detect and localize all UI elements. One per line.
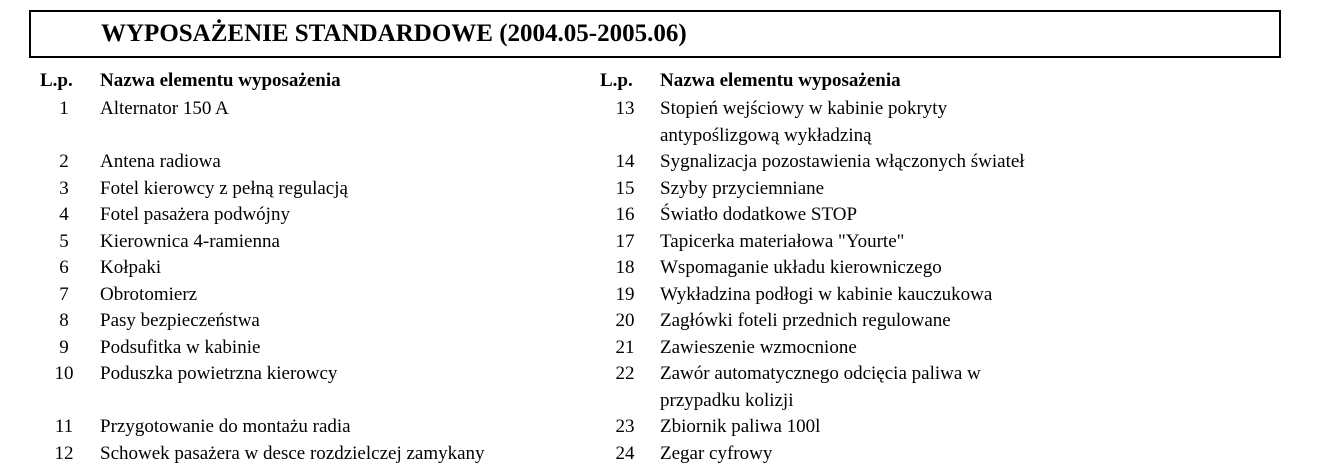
list-item (40, 441, 580, 468)
item-name: Wykładzina podłogi w kabinie kauczukowa (660, 283, 993, 305)
item-number: 8 (59, 310, 69, 331)
item-number: 11 (54, 416, 74, 437)
item-name: Pasy bezpieczeństwa (100, 310, 260, 331)
item-name: Światło dodatkowe STOP (660, 204, 858, 225)
column-header-lp: L.p. (40, 70, 73, 91)
item-name: Schowek pasażera w desce rozdzielczej zamykany (100, 442, 485, 464)
item-number: 14 (615, 151, 635, 172)
item-number: 15 (615, 177, 635, 199)
list-item (40, 176, 580, 203)
column-header-name: Nazwa elementu wyposażenia (660, 70, 901, 91)
list-item (600, 282, 1300, 309)
item-number: 22 (615, 363, 635, 384)
item-name: Zbiornik paliwa 100l (660, 416, 821, 437)
list-item (600, 149, 1300, 176)
item-number: 16 (615, 204, 635, 225)
item-name: Przygotowanie do montażu radia (100, 416, 351, 437)
item-number: 13 (615, 98, 635, 119)
list-item (600, 96, 1300, 149)
item-name: Zegar cyfrowy (660, 442, 773, 464)
item-name: Tapicerka materiałowa "Yourte" (660, 230, 905, 252)
item-number: 21 (615, 336, 635, 358)
list-item (40, 255, 580, 282)
item-name: Obrotomierz (100, 283, 198, 305)
item-name: Stopień wejściowy w kabinie pokryty antypoślizgową wykładziną (660, 98, 948, 146)
item-number: 23 (615, 416, 635, 437)
item-name: Zawór automatycznego odcięcia paliwa w przypadku kolizji (660, 363, 981, 411)
item-name: Kierownica 4-ramienna (100, 230, 280, 252)
item-number: 5 (59, 230, 69, 252)
equipment-column-left (40, 70, 580, 467)
item-number: 2 (59, 151, 69, 172)
item-name: Kołpaki (100, 257, 162, 278)
item-number: 4 (59, 204, 69, 225)
column-header-lp: L.p. (600, 70, 633, 91)
item-name: Wspomaganie układu kierowniczego (660, 257, 942, 278)
item-number: 12 (54, 442, 74, 464)
item-name: Fotel kierowcy z pełną regulacją (100, 177, 348, 199)
item-number: 10 (54, 363, 74, 384)
item-name: Fotel pasażera podwójny (100, 204, 290, 225)
item-name: Zagłówki foteli przednich regulowane (660, 310, 951, 331)
column-header (600, 70, 1300, 96)
list-item (40, 149, 580, 176)
item-name: Podsufitka w kabinie (100, 336, 261, 358)
list-item (40, 282, 580, 309)
column-header (40, 70, 580, 96)
item-name: Zawieszenie wzmocnione (660, 336, 857, 358)
item-name: Antena radiowa (100, 151, 221, 172)
list-item (40, 414, 580, 441)
item-name: Alternator 150 A (100, 98, 229, 119)
list-item (600, 255, 1300, 282)
item-number: 24 (615, 442, 635, 464)
list-item (40, 308, 580, 335)
title-box (29, 10, 1281, 58)
item-number: 1 (59, 98, 69, 119)
item-number: 19 (615, 283, 635, 305)
list-item (40, 335, 580, 362)
list-item (600, 176, 1300, 203)
item-number: 18 (615, 257, 635, 278)
list-item (600, 414, 1300, 441)
item-number: 9 (59, 336, 69, 358)
list-item (600, 308, 1300, 335)
list-item (40, 96, 580, 149)
item-number: 17 (615, 230, 635, 252)
list-item (600, 202, 1300, 229)
item-name: Poduszka powietrzna kierowcy (100, 363, 338, 384)
item-number: 6 (59, 257, 69, 278)
equipment-column-right (600, 70, 1300, 467)
page-title: WYPOSAŻENIE STANDARDOWE (2004.05-2005.06) (101, 20, 687, 47)
list-item (600, 441, 1300, 468)
list-item (600, 335, 1300, 362)
column-header-name: Nazwa elementu wyposażenia (100, 70, 341, 91)
list-item (600, 361, 1300, 414)
list-item (40, 229, 580, 256)
item-number: 3 (59, 177, 69, 199)
item-number: 20 (615, 310, 635, 331)
list-item (40, 361, 580, 414)
item-name: Sygnalizacja pozostawienia włączonych świateł (660, 151, 1025, 172)
item-number: 7 (59, 283, 69, 305)
item-name: Szyby przyciemniane (660, 177, 825, 199)
list-item (40, 202, 580, 229)
list-item (600, 229, 1300, 256)
